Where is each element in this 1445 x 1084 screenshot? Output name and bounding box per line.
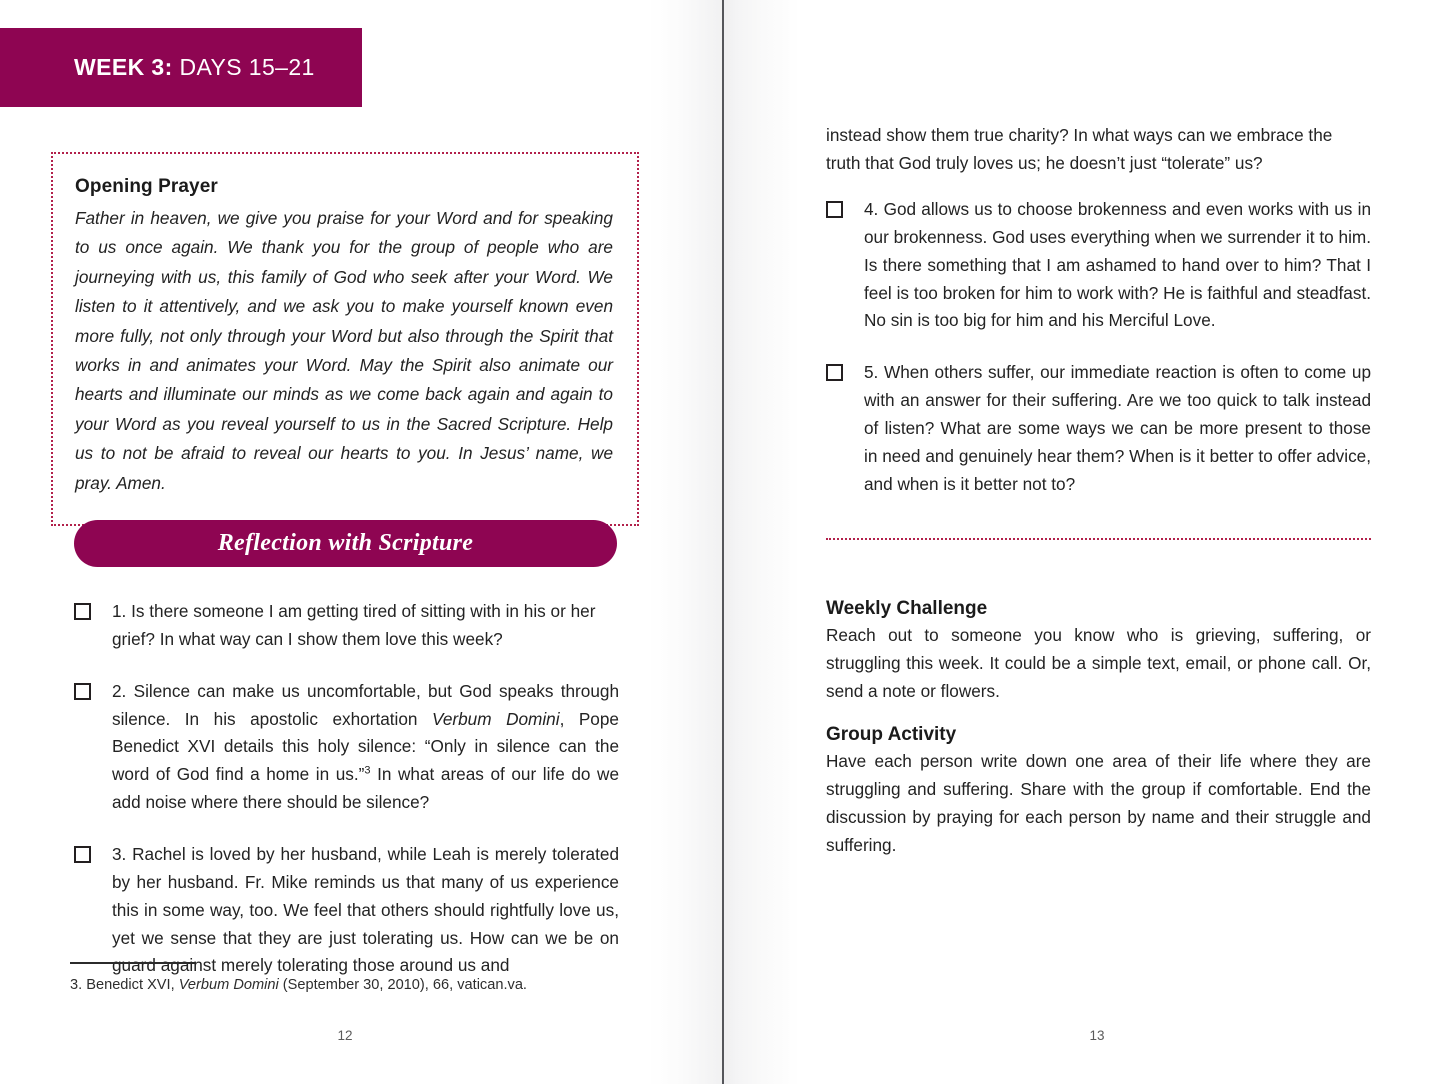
question-2-body-part3: In what areas of our life do we add noise where there should be silence? [112,764,620,813]
reflection-banner-label: Reflection with Scripture [217,530,474,556]
question-3-number: 3. [112,844,127,865]
footnote-block [70,962,630,996]
question-2-number: 2. [112,680,127,701]
continuation-paragraph: instead show them true charity? In what ways can we embrace the truth that God truly loves us; he doesn’t just “tolerate” us? [826,125,1333,173]
question-item-3 [74,841,619,980]
weekly-challenge-section [826,598,1371,706]
section-divider [826,538,1371,540]
question-4-text [864,196,1371,335]
right-question-list [826,196,1371,499]
question-3-body: Rachel is loved by her husband, while Leah is merely tolerated by her husband. Fr. Mike reminds us that many of us experience this in some way, too. We feel that others should rightfully love us, yet we sense that they are just tolerating us. How can we be on guard against merely tolerating those around us and [112,844,619,976]
footnote-italic-title: Verbum Domini [178,977,279,993]
book-spine-line [722,0,724,1084]
opening-prayer-body: Father in heaven, we give you praise for your Word and for speaking to us once again. We thank you for the group of people who are journeying with us, this family of God who seek after your Word. We listen to it attentively, and we ask you to make yourself known even more fully, not only through your Word but also through the Spirit that works in and animates your Word. May the Spirit also animate our hearts and illuminate our minds as we come back again and again to your Word as you reveal yourself to us in the Sacred Scripture. Help us to not be afraid to reveal our hearts to you. In Jesus’ name, we pray. Amen. [75,208,613,493]
question-item-5 [826,359,1371,498]
checkbox-question-3[interactable] [74,846,91,863]
checkbox-question-5[interactable] [826,364,843,381]
question-item-1 [74,598,619,654]
opening-prayer-box [51,152,639,526]
question-item-4 [826,196,1371,335]
group-activity-section [826,724,1371,859]
left-page [0,0,700,1084]
question-1-number: 1. [112,601,127,621]
weekly-challenge-body: Reach out to someone you know who is grieving, suffering, or struggling this week. It could be a simple text, email, or phone call. Or, send a note or flowers. [826,625,1371,701]
group-activity-body: Have each person write down one area of their life where they are struggling and suffering. Share with the group if comfortable. End the discussion by praying for each person by name and their struggle and suffering. [826,751,1371,855]
question-1-text [112,598,619,654]
question-2-body-part2: , Pope Benedict XVI details this holy silence: “Only in silence can the word of God find a home in us.” [112,708,619,785]
weekly-challenge-title: Weekly Challenge [826,598,988,619]
question-5-text [864,359,1371,498]
group-activity-title: Group Activity [826,724,957,745]
week-banner-days: DAYS 15–21 [172,54,315,80]
page-number-left: 12 [337,1028,353,1043]
question-2-body-part1: Silence can make us uncomfortable, but God speaks through silence. In his apostolic exhortation [112,680,619,729]
question-1-body: Is there someone I am getting tired of sitting with in his or her grief? In what way can I show them love this week? [112,601,596,649]
checkbox-question-4[interactable] [826,201,843,218]
checkbox-question-1[interactable] [74,603,91,620]
question-5-number: 5. [864,362,879,383]
week-banner-bold: WEEK 3: [74,54,173,80]
footnote-rule [70,962,196,964]
left-question-list [74,598,619,980]
question-item-2 [74,678,619,817]
question-2-footnote-marker: 3 [364,764,371,777]
question-5-body: When others suffer, our immediate reaction is often to come up with an answer for their suffering. Are we too quick to talk instead of listen? What are some ways we can be more present to those in need and genuinely hear them? When is it better to offer advice, and when is it better not to? [864,362,1372,494]
page-number-right: 13 [1089,1028,1105,1043]
reflection-with-scripture-banner [74,520,617,567]
question-4-body: God allows us to choose brokenness and even works with us in our brokenness. God uses everything when we surrender it to him. Is there something that I am ashamed to hand over to him? That I feel is too broken for him to work with? He is faithful and steadfast. No sin is too big for him and his Merciful Love. [864,199,1372,331]
footnote-prefix: 3. Benedict XVI, [70,977,179,993]
question-4-number: 4. [864,199,879,219]
week-banner-text [74,54,315,81]
question-2-italic-title: Verbum Domini [432,708,560,729]
checkbox-question-2[interactable] [74,683,91,700]
question-2-text [112,678,619,817]
opening-prayer-title: Opening Prayer [75,176,218,197]
footnote-text [70,975,630,996]
week-banner [0,28,362,107]
footnote-suffix: (September 30, 2010), 66, vatican.va. [278,977,527,993]
question-3-text [112,841,619,980]
